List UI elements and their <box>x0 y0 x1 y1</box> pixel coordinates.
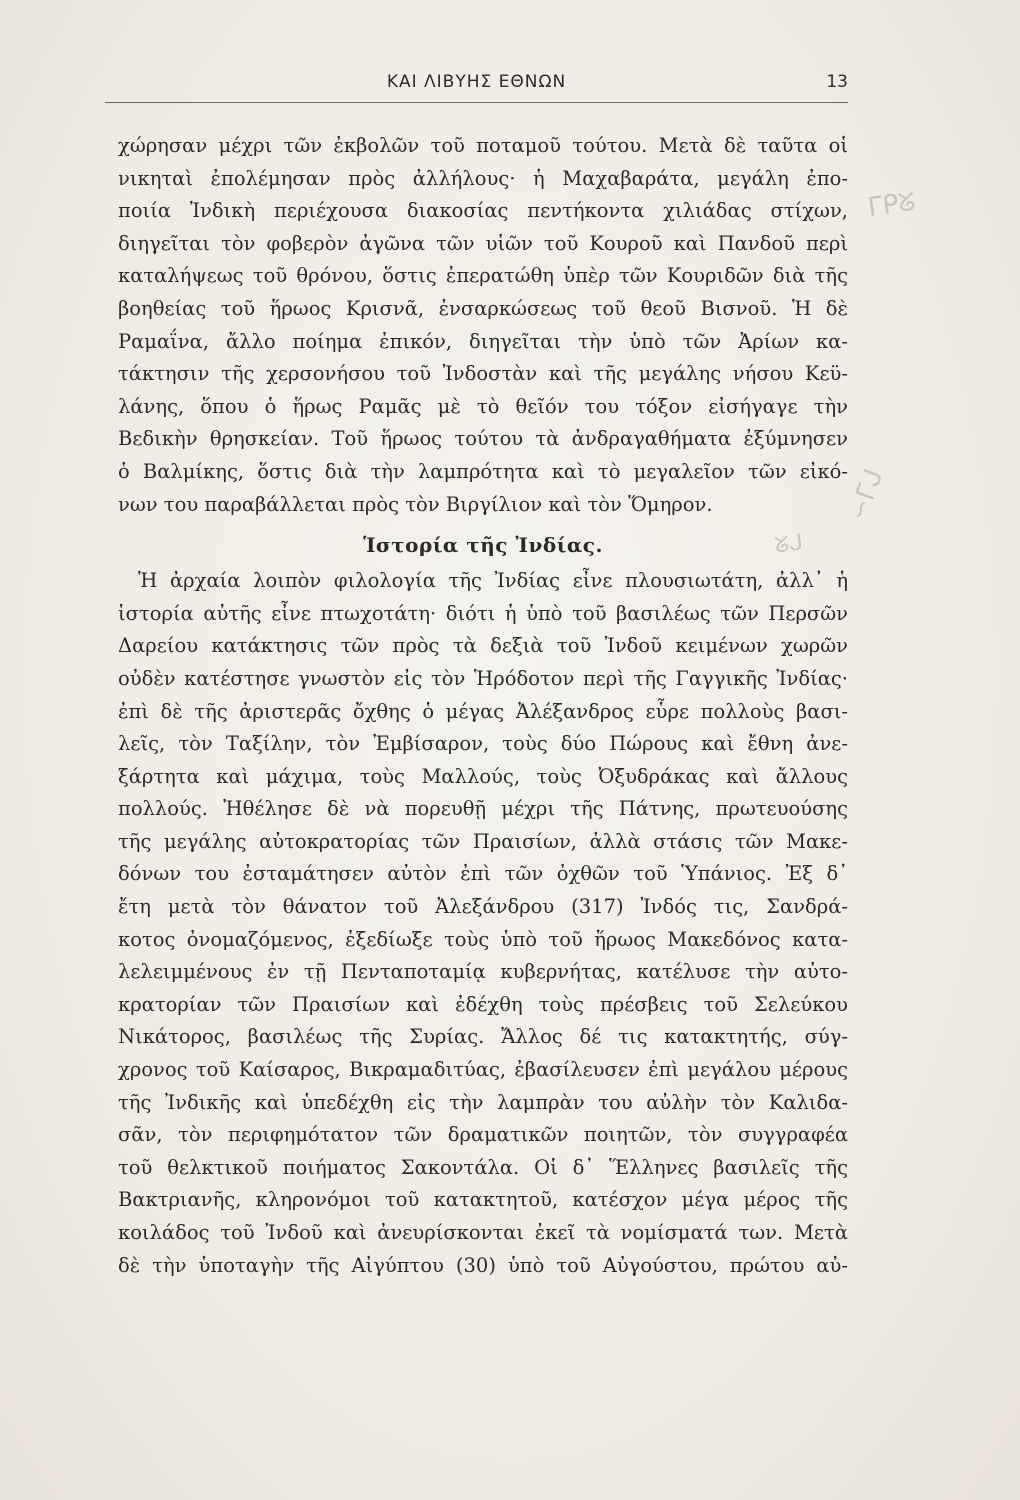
text-line: ἔτη μετὰ τὸν θάνατον τοῦ Ἀλεξάνδρου (317) Ἰνδός τις, Σανδρά- <box>118 895 848 919</box>
text-line: κοιλάδος τοῦ Ἰνδοῦ καὶ ἀνευρίσκονται ἐκεῖ τὰ νομίσματά των. Μετὰ <box>118 1221 848 1244</box>
text-line: Ραμαΐνα, ἄλλο ποίημα ἐπικόν, διηγεῖται τὴν ὑπὸ τῶν Ἀρίων κα- <box>118 329 848 353</box>
text-line: ποιία Ἰνδικὴ περιέχουσα διακοσίας πεντήκοντα χιλιάδας στίχων, <box>118 199 848 223</box>
text-line: κοτος ὀνομαζόμενος, ἐξεδίωξε τοὺς ὑπὸ τοῦ ἥρωος Μακεδόνος κατα- <box>118 927 848 951</box>
text-line: τῆς Ἰνδικῆς καὶ ὑπεδέχθη εἰς τὴν λαμπρὰν του αὐλὴν τὸν Καλιδα- <box>118 1090 848 1114</box>
text-line: δὲ τὴν ὑποταγὴν τῆς Αἰγύπτου (30) ὑπὸ τοῦ Αὐγούστου, πρώτου αὐ- <box>118 1253 848 1277</box>
running-head: ΚΑΙ ΛΙΒΥΗΣ ΕΘΝΩΝ <box>386 72 567 92</box>
text-line: βοηθείας τοῦ ἥρωος Κρισνᾶ, ἐνσαρκώσεως τοῦ θεοῦ Βισνοῦ. Ἡ δὲ <box>118 296 848 320</box>
text-line: Νικάτορος, βασιλέως τῆς Συρίας. Ἄλλος δέ τις κατακτητής, σύγ- <box>118 1025 848 1049</box>
section-title: Ἱστορία τῆς Ἰνδίας. <box>363 533 603 558</box>
text-line: ἱστορία αὐτῆς εἶνε πτωχοτάτη· διότι ἡ ὑπὸ τοῦ βασιλέως τῶν Περσῶν <box>118 601 848 625</box>
text-line: δόνων του ἐσταμάτησεν αὐτὸν ἐπὶ τῶν ὀχθῶν τοῦ Ὑπάνιος. Ἐξ δ᾽ <box>118 862 848 886</box>
text-line: οὐδὲν κατέστησε γνωστὸν εἰς τὸν Ἡρόδοτον περὶ τῆς Γαγγικῆς Ἰνδίας· <box>118 666 848 690</box>
text-line: ὁ Βαλμίκης, ὅστις διὰ τὴν λαμπρότητα καὶ τὸ μεγαλεῖον τῶν εἰκό- <box>118 459 848 483</box>
text-line: ἐπὶ δὲ τῆς ἀριστερᾶς ὄχθης ὁ μέγας Ἀλέξανδρος εὗρε πολλοὺς βασι- <box>118 699 848 723</box>
paragraph-1 <box>118 130 848 521</box>
text-line: λεῖς, τὸν Ταξίλην, τὸν Ἐμβίσαρον, τοὺς δύο Πώρους καὶ ἔθνη ἀνε- <box>118 732 848 756</box>
text-line: νικηταὶ ἐπολέμησαν πρὸς ἀλλήλους· ἡ Μαχαβαράτα, μεγάλη ἐπο- <box>118 166 848 190</box>
text-line: κρατορίαν τῶν Πραισίων καὶ ἐδέχθη τοὺς πρέσβεις τοῦ Σελεύκου <box>118 992 848 1016</box>
text-line: Βεδικὴν θρησκείαν. Τοῦ ἥρωος τούτου τὰ ἀνδραγαθήματα ἐξύμνησεν <box>118 427 848 451</box>
page-header <box>105 72 848 103</box>
text-line: νων του παραβάλλεται πρὸς τὸν Βιργίλιον καὶ τὸν Ὅμηρον. <box>118 492 713 516</box>
pencil-marginalia-mark: ᒥᑭᘜ <box>866 186 918 224</box>
text-line: τῆς μεγάλης αὐτοκρατορίας τῶν Πραισίων, ἀλλὰ στάσις τῶν Μακε- <box>118 829 848 853</box>
text-line: Ἡ ἀρχαία λοιπὸν φιλολογία τῆς Ἰνδίας εἶνε πλουσιωτάτη, ἀλλ᾽ ἡ <box>138 569 848 593</box>
text-line: λελειμμένους ἐν τῇ Πενταποταμίᾳ κυβερνήτας, κατέλυσε τὴν αὐτο- <box>118 960 848 984</box>
text-line: χρονος τοῦ Καίσαρος, Βικραμαδιτύας, ἐβασίλευσεν ἐπὶ μεγάλου μέρους <box>118 1058 848 1082</box>
text-line: Δαρείου κατάκτησις τῶν πρὸς τὰ δεξιὰ τοῦ Ἰνδοῦ κειμένων χωρῶν <box>118 634 848 658</box>
pencil-marginalia-mark: ∽ᒥᒍ <box>843 465 890 525</box>
page-number: 13 <box>826 72 848 92</box>
text-line: ξάρτητα καὶ μάχιμα, τοὺς Μαλλούς, τοὺς Ὀξυδράκας καὶ ἄλλους <box>118 764 848 788</box>
text-line: καταλήψεως τοῦ θρόνου, ὅστις ἐπερατώθη ὑπὲρ τῶν Κουριδῶν διὰ τῆς <box>118 264 848 288</box>
text-line: τάκτησιν τῆς χερσονήσου τοῦ Ἰνδοστὰν καὶ τῆς μεγάλης νήσου Κεϋ- <box>118 362 848 386</box>
text-line: λάνης, ὅπου ὁ ἥρως Ραμᾶς μὲ τὸ θεῖόν του τόξον εἰσήγαγε τὴν <box>118 394 848 418</box>
text-line: χώρησαν μέχρι τῶν ἐκβολῶν τοῦ ποταμοῦ τούτου. Μετὰ δὲ ταῦτα οἱ <box>118 134 848 157</box>
paragraph-2 <box>118 565 848 1282</box>
text-line: πολλούς. Ἠθέλησε δὲ νὰ πορευθῇ μέχρι τῆς Πάτνης, πρωτευούσης <box>118 797 848 821</box>
text-line: Βακτριανῆς, κληρονόμοι τοῦ κατακτητοῦ, κατέσχον μέγα μέρος τῆς <box>118 1188 848 1212</box>
text-line: διηγεῖται τὸν φοβερὸν ἀγῶνα τῶν υἱῶν τοῦ Κουροῦ καὶ Πανδοῦ περὶ <box>118 231 848 255</box>
pencil-marginalia-mark: ᘜᒍ <box>773 530 805 559</box>
body-text <box>118 130 848 1282</box>
text-line: τοῦ θελκτικοῦ ποιήματος Σακοντάλα. Οἱ δ᾽ Ἕλληνες βασιλεῖς τῆς <box>118 1155 848 1179</box>
text-line: σᾶν, τὸν περιφημότατον τῶν δραματικῶν ποιητῶν, τὸν συγγραφέα <box>118 1123 848 1147</box>
